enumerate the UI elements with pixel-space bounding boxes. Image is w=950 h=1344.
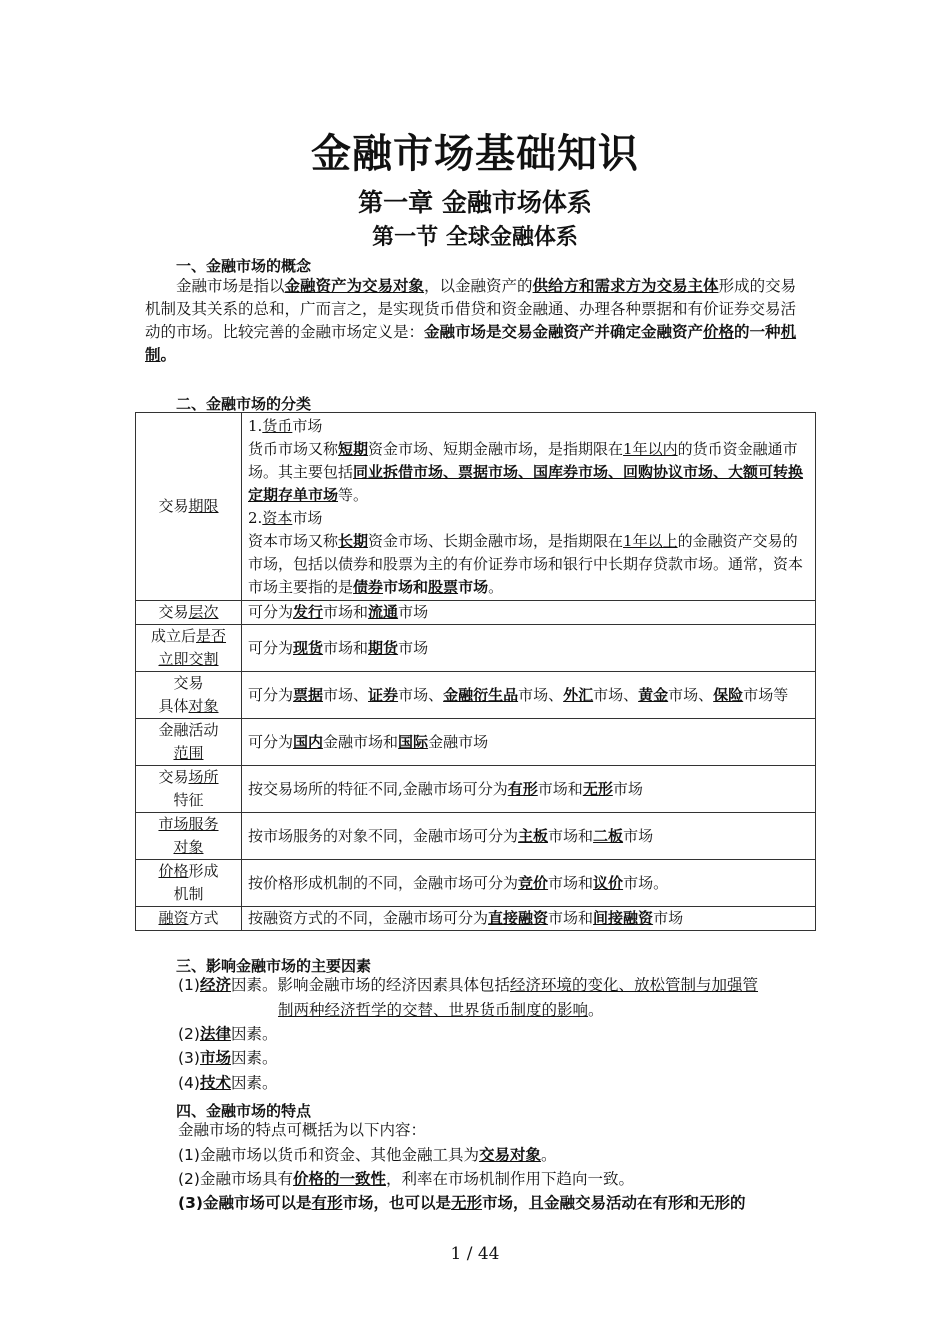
table-row: [136, 813, 816, 860]
table-key-cell: 交易 具体对象: [136, 672, 242, 719]
chapter-title: 第一章 金融市场体系: [358, 188, 592, 217]
table-value-cell: 按交易场所的特征不同,金融市场可分为有形市场和无形市场: [242, 766, 816, 813]
table-value-cell: 按价格形成机制的不同，金融市场可分为竞价市场和议价市场。: [242, 860, 816, 907]
heading-features: 四、金融市场的特点: [176, 1102, 312, 1120]
table-row: [136, 860, 816, 907]
table-value-cell: 可分为现货市场和期货市场: [242, 625, 816, 672]
table-key-cell: 融资方式: [136, 907, 242, 931]
list-item: (1)经济因素。影响金融市场的经济因素具体包括经济环境的变化、放松管制与加强管: [178, 976, 759, 994]
table-row: [136, 672, 816, 719]
list-item-continuation: 制两种经济哲学的交替、世界货币制度的影响。: [278, 1001, 604, 1019]
table-key-cell: 金融活动 范围: [136, 719, 242, 766]
heading-factors: 三、影响金融市场的主要因素: [176, 957, 372, 975]
list-item: (1)金融市场以货币和资金、其他金融工具为交易对象。: [178, 1146, 557, 1164]
page-number: 1 / 44: [450, 1244, 500, 1264]
list-item: (3)市场因素。: [178, 1049, 278, 1067]
table-key-cell: 交易层次: [136, 601, 242, 625]
features-intro: 金融市场的特点可概括为以下内容：: [178, 1121, 427, 1139]
table-key-cell: 交易场所 特征: [136, 766, 242, 813]
table-value-cell: 可分为票据市场、证券市场、金融衍生品市场、外汇市场、黄金市场、保险市场等: [242, 672, 816, 719]
table-key-cell: 交易期限: [136, 413, 242, 601]
table-row: [136, 625, 816, 672]
list-item: (2)金融市场具有价格的一致性，利率在市场机制作用下趋向一致。: [178, 1170, 635, 1188]
table-value-cell: 按融资方式的不同，金融市场可分为直接融资市场和间接融资市场: [242, 907, 816, 931]
table-value-cell: 可分为国内金融市场和国际金融市场: [242, 719, 816, 766]
section-title: 第一节 全球金融体系: [372, 224, 578, 250]
table-key-cell: 市场服务 对象: [136, 813, 242, 860]
list-item: (2)法律因素。: [178, 1025, 278, 1043]
list-item: (4)技术因素。: [178, 1074, 278, 1092]
table-value-cell: 1.货币市场 货币市场又称短期资金市场、短期金融市场，是指期限在1年以内的货币资金融通市场。其主要包括同业拆借市场、票据市场、国库券市场、回购协议市场、大额可转换定期存单市场等。 2.资本市场 资本市场又称长期资金市场、长期金融市场，是指期限在1年以上的金融资产交易的市场，包括以债券和股票为主的有价证券市场和银行中长期存贷款市场。通常，资本市场主要指的是债券市场和股票市场。: [242, 413, 816, 601]
table-value-cell: 按市场服务的对象不同，金融市场可分为主板市场和二板市场: [242, 813, 816, 860]
table-value-cell: 可分为发行市场和流通市场: [242, 601, 816, 625]
list-item: (3)金融市场可以是有形市场，也可以是无形市场，且金融交易活动在有形和无形的: [178, 1194, 746, 1212]
document-title: 金融市场基础知识: [311, 130, 639, 177]
table-key-cell: 价格形成 机制: [136, 860, 242, 907]
heading-classification: 二、金融市场的分类: [176, 395, 312, 413]
table-row: [136, 601, 816, 625]
concept-paragraph: 金融市场是指以金融资产为交易对象，以金融资产的供给方和需求方为交易主体形成的交易机制及其关系的总和，广而言之，是实现货币借贷和资金融通、办理各种票据和有价证券交易活动的市场。比较完善的金融市场定义是：金融市场是交易金融资产并确定金融资产价格的一种机制。: [145, 277, 797, 364]
table-row: [136, 413, 816, 601]
table-row: [136, 766, 816, 813]
heading-concept: 一、金融市场的概念: [176, 257, 312, 275]
table-row: [136, 907, 816, 931]
classification-table: [135, 412, 816, 931]
table-key-cell: 成立后是否 立即交割: [136, 625, 242, 672]
table-row: [136, 719, 816, 766]
